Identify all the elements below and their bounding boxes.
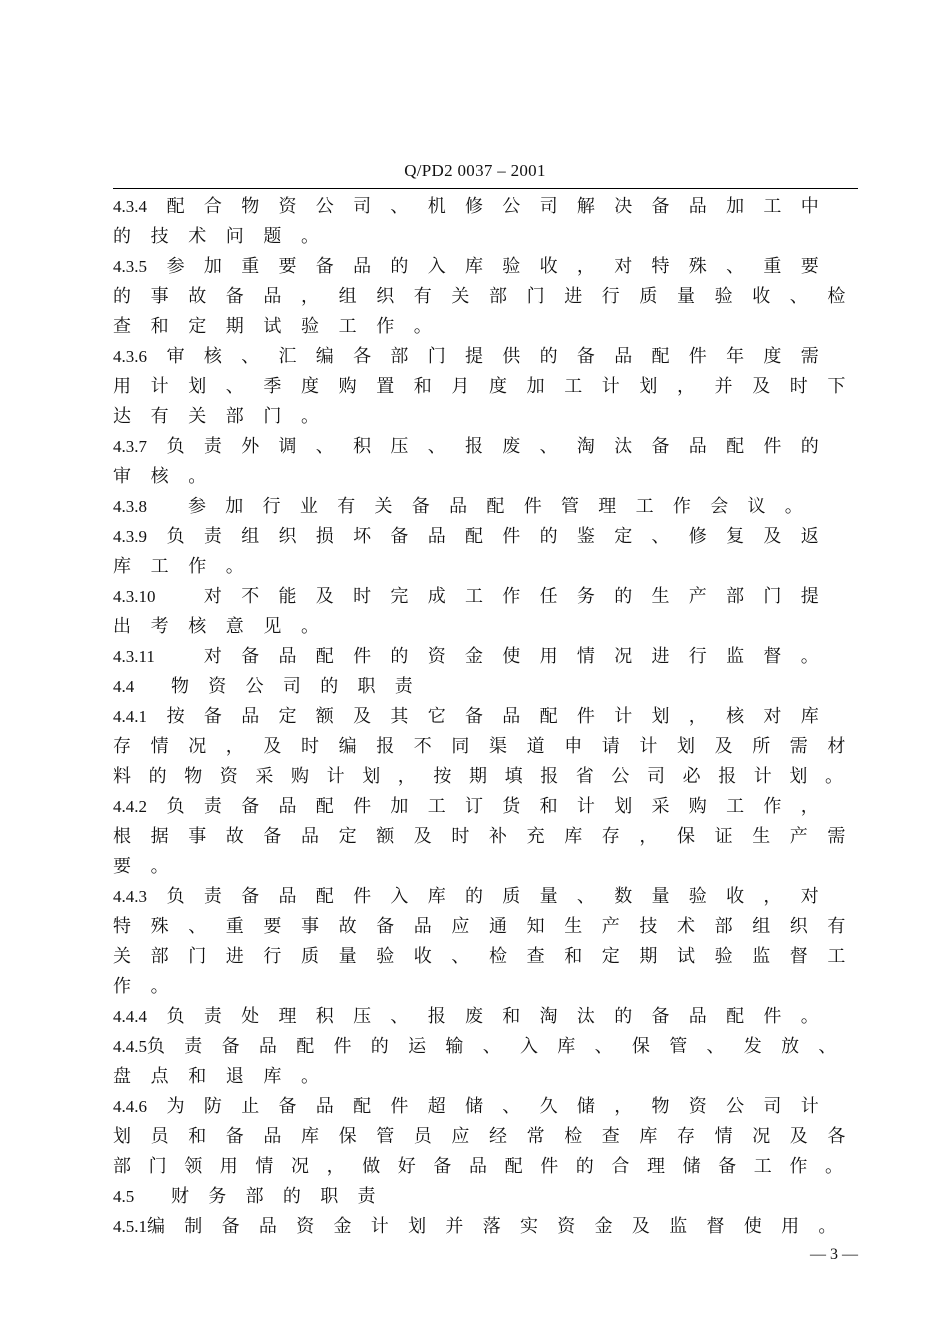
clause-text: 盘点和退库。 [113, 1066, 339, 1087]
clause-text: 配合物资公司、机修公司解决备品加工中 [166, 196, 838, 217]
clause-text: 物资公司的职责 [171, 676, 433, 697]
clause-number: 4.3.10 [113, 587, 156, 606]
clause-continuation-line [113, 762, 861, 792]
clause-text: 负责组织损坏备品配件的鉴定、修复及返 [166, 526, 838, 547]
clause-text: 财务部的职责 [171, 1186, 395, 1207]
clause-continuation-line [113, 972, 838, 1002]
clause-number: 4.4.3 [113, 887, 147, 906]
clause-text: 参加重要备品的入库验收，对特殊、重要 [166, 256, 838, 277]
clause-text: 关部门进行质量验收、检查和定期试验监督工 [113, 946, 865, 967]
clause-text: 负责备品配件加工订货和计划采购工作， [166, 796, 838, 817]
clause-line [113, 582, 838, 612]
clause-text: 达有关部门。 [113, 406, 339, 427]
clause-text: 参加行业有关备品配件管理工作会议。 [188, 496, 823, 517]
clause-continuation-line [113, 312, 838, 342]
clause-line [113, 1032, 856, 1062]
clause-continuation-line [113, 372, 865, 402]
clause-line [113, 1002, 838, 1032]
clause-number: 4.3.8 [113, 497, 147, 516]
clause-continuation-line [113, 612, 838, 642]
clause-number: 4.3.11 [113, 647, 155, 666]
clause-continuation-line [113, 402, 838, 432]
clause-number: 4.4.2 [113, 797, 147, 816]
clause-continuation-line [113, 1122, 865, 1152]
clause-continuation-line [113, 282, 865, 312]
clause-line [113, 342, 838, 372]
clause-number: 4.4.6 [113, 1097, 147, 1116]
clause-text: 特殊、重要事故备品应通知生产技术部组织有 [113, 916, 865, 937]
clause-number: 4.4.4 [113, 1007, 147, 1026]
clause-text: 存情况，及时编报不同渠道申请计划及所需材 [113, 736, 865, 757]
clause-text: 负责外调、积压、报废、淘汰备品配件的 [166, 436, 838, 457]
clause-text: 库工作。 [113, 556, 264, 577]
clause-continuation-line [113, 852, 838, 882]
clause-number: 4.3.4 [113, 197, 147, 216]
clause-continuation-line [113, 912, 865, 942]
clause-number: 4.5.1 [113, 1217, 147, 1236]
clause-number: 4.3.5 [113, 257, 147, 276]
clause-text: 查和定期试验工作。 [113, 316, 452, 337]
clause-text: 编制备品资金计划并落实资金及监督使用。 [147, 1216, 856, 1237]
clause-text: 的技术问题。 [113, 226, 339, 247]
header-rule [113, 188, 858, 189]
clause-continuation-line [113, 1152, 861, 1182]
clause-line [113, 792, 838, 822]
clause-text: 为防止备品配件超储、久储，物资公司计 [166, 1096, 838, 1117]
clause-text: 要。 [113, 856, 189, 877]
clause-line [113, 702, 838, 732]
clause-continuation-line [113, 462, 838, 492]
clause-number: 4.4.5 [113, 1037, 147, 1056]
clause-line [113, 1182, 838, 1212]
clause-continuation-line [113, 1062, 838, 1092]
document-body [113, 192, 865, 1242]
clause-text: 对不能及时完成工作任务的生产部门提 [203, 586, 838, 607]
clause-continuation-line [113, 822, 865, 852]
clause-line [113, 492, 838, 522]
clause-number: 4.3.6 [113, 347, 147, 366]
clause-text: 根据事故备品定额及时补充库存，保证生产需 [113, 826, 865, 847]
clause-line [113, 672, 838, 702]
clause-continuation-line [113, 222, 838, 252]
clause-text: 审核。 [113, 466, 226, 487]
clause-number: 4.4 [113, 677, 135, 696]
clause-text: 料的物资采购计划，按期填报省公司必报计划。 [113, 766, 861, 787]
clause-continuation-line [113, 732, 865, 762]
clause-text: 用计划、季度购置和月度加工计划，并及时下 [113, 376, 865, 397]
document-code-header: Q/PD2 0037 – 2001 [404, 161, 546, 180]
clause-text: 的事故备品，组织有关部门进行质量验收、检 [113, 286, 865, 307]
clause-text: 部门领用情况，做好备品配件的合理储备工作。 [113, 1156, 861, 1177]
clause-line [113, 1212, 856, 1242]
clause-text: 作。 [113, 976, 189, 997]
clause-line [113, 252, 838, 282]
clause-number: 4.3.9 [113, 527, 147, 546]
clause-continuation-line [113, 942, 865, 972]
clause-text: 对备品配件的资金使用情况进行监督。 [203, 646, 838, 667]
clause-text: 审核、汇编各部门提供的备品配件年度需 [166, 346, 838, 367]
clause-line [113, 1092, 838, 1122]
clause-line [113, 192, 838, 222]
clause-number: 4.5 [113, 1187, 135, 1206]
clause-line [113, 522, 838, 552]
clause-line [113, 432, 838, 462]
clause-text: 出考核意见。 [113, 616, 339, 637]
clause-text: 划员和备品库保管员应经常检查库存情况及各 [113, 1126, 865, 1147]
clause-line [113, 642, 838, 672]
clause-number: 4.4.1 [113, 707, 147, 726]
clause-text: 负责备品配件的运输、入库、保管、发放、 [147, 1036, 856, 1057]
clause-text: 负责备品配件入库的质量、数量验收，对 [166, 886, 838, 907]
clause-line [113, 882, 838, 912]
page-number: — 3 — [810, 1246, 858, 1263]
clause-text: 按备品定额及其它备品配件计划，核对库 [166, 706, 838, 727]
clause-text: 负责处理积压、报废和淘汰的备品配件。 [166, 1006, 838, 1027]
clause-continuation-line [113, 552, 838, 582]
clause-number: 4.3.7 [113, 437, 147, 456]
